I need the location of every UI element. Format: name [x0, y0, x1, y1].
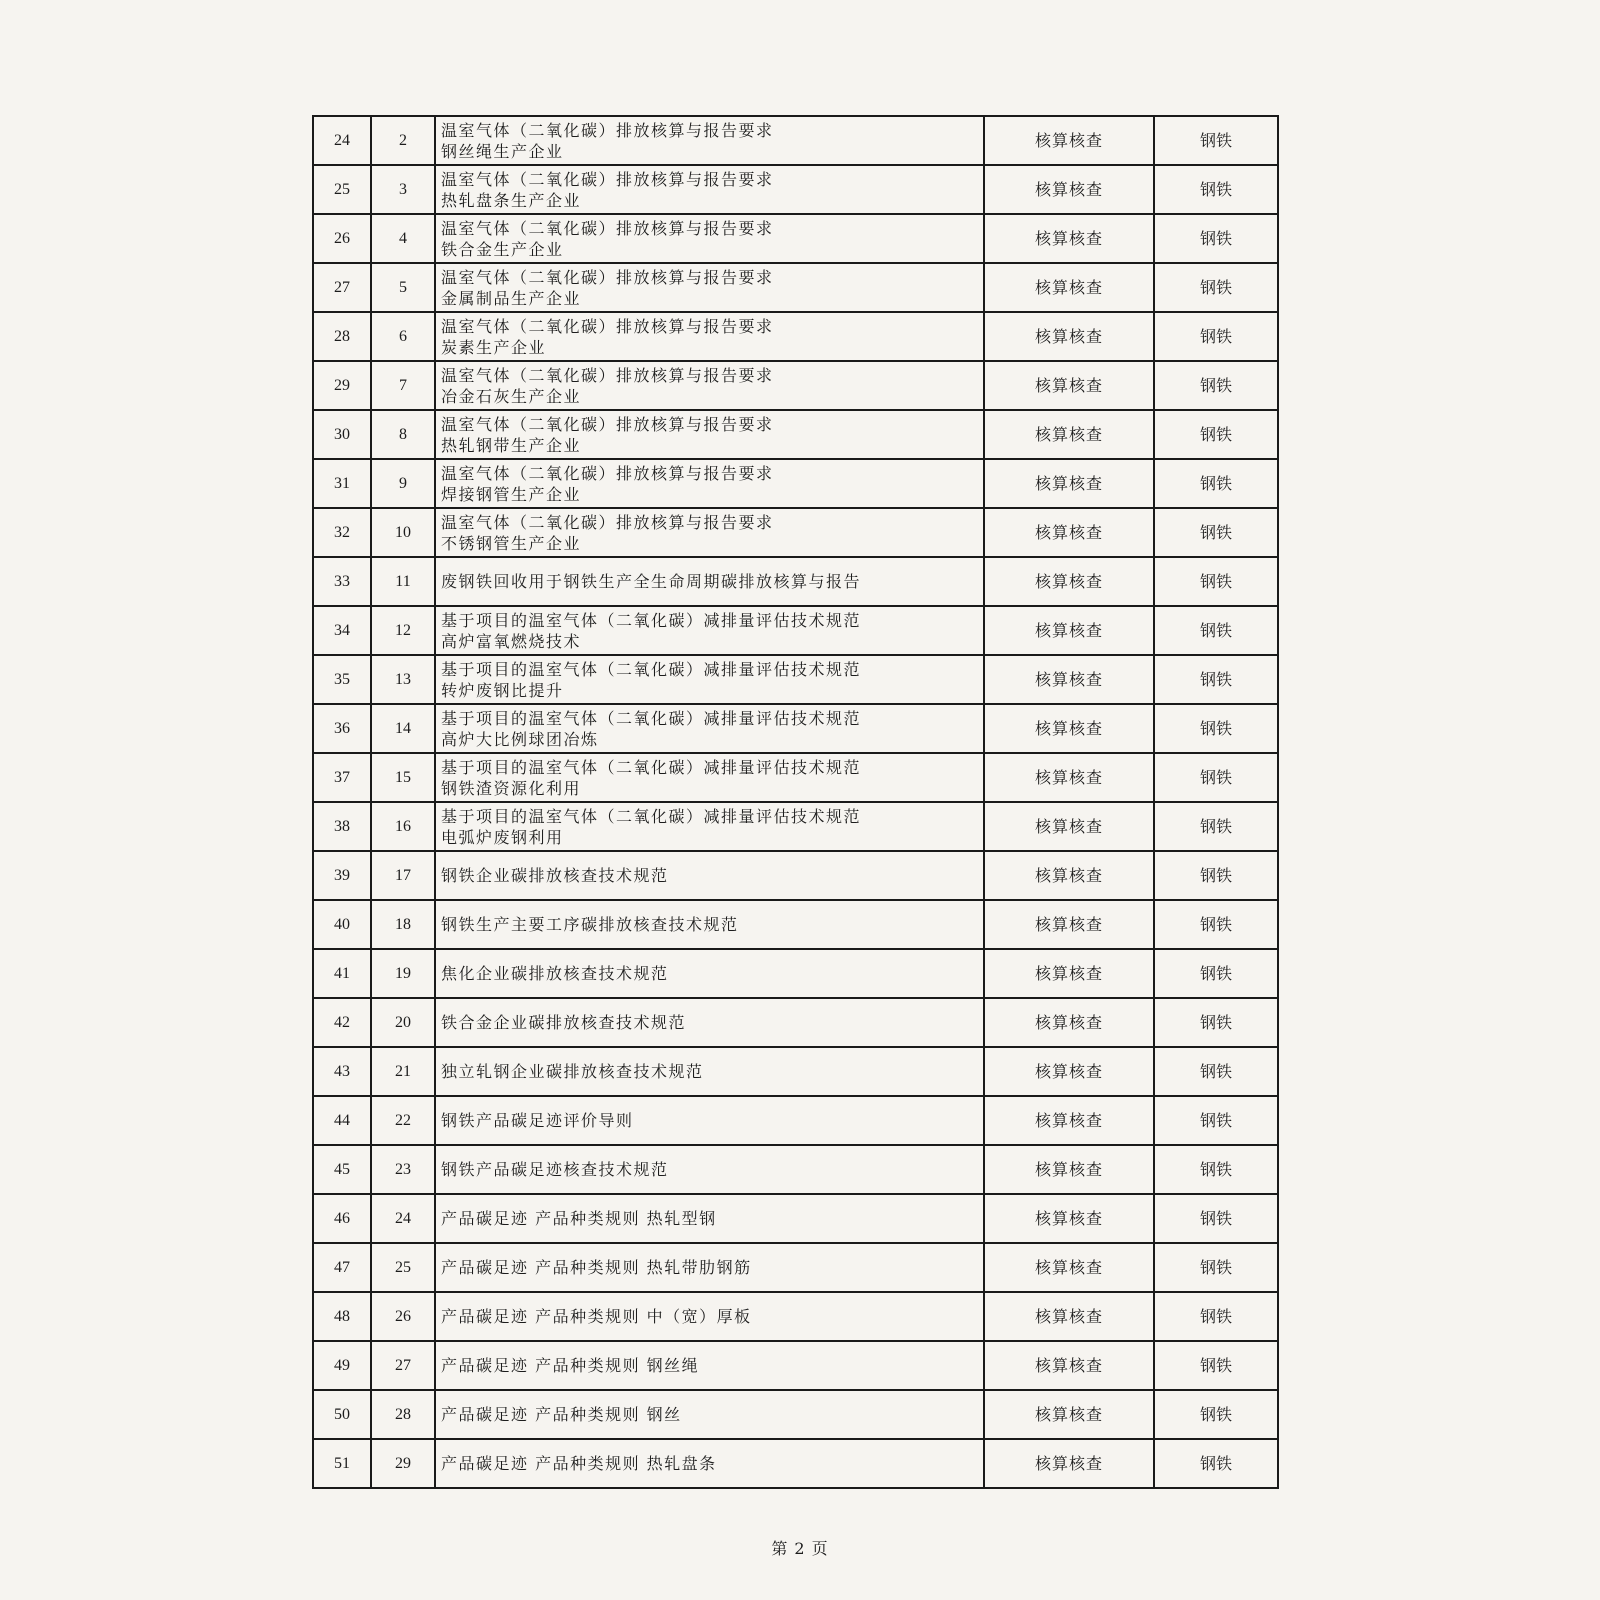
row-seq-number: 36	[313, 704, 371, 753]
row-seq-number: 27	[313, 263, 371, 312]
row-industry: 钢铁	[1154, 900, 1278, 949]
row-sub-number: 14	[371, 704, 435, 753]
standard-name-line: 钢铁企业碳排放核查技术规范	[441, 866, 669, 885]
row-standard-name	[435, 802, 984, 851]
row-standard-name	[435, 361, 984, 410]
row-sub-number: 10	[371, 508, 435, 557]
row-standard-name	[435, 1390, 984, 1439]
table-row	[313, 312, 1278, 361]
row-category: 核算核查	[984, 851, 1154, 900]
table-row	[313, 361, 1278, 410]
row-category: 核算核查	[984, 1243, 1154, 1292]
row-industry: 钢铁	[1154, 851, 1278, 900]
row-seq-number: 39	[313, 851, 371, 900]
standard-name-line: 温室气体（二氧化碳）排放核算与报告要求	[441, 463, 774, 483]
table-row	[313, 949, 1278, 998]
row-seq-number: 40	[313, 900, 371, 949]
row-industry: 钢铁	[1154, 459, 1278, 508]
standard-name-line: 热轧盘条生产企业	[441, 190, 582, 210]
row-sub-number: 25	[371, 1243, 435, 1292]
standard-name-line: 钢铁渣资源化利用	[441, 778, 582, 798]
row-industry: 钢铁	[1154, 1243, 1278, 1292]
standard-name-line: 温室气体（二氧化碳）排放核算与报告要求	[441, 414, 774, 434]
page-number: 第 2 页	[771, 1539, 829, 1558]
table-row	[313, 263, 1278, 312]
standard-name-line: 炭素生产企业	[441, 337, 547, 357]
table-row	[313, 508, 1278, 557]
row-standard-name	[435, 606, 984, 655]
row-seq-number: 28	[313, 312, 371, 361]
row-category: 核算核查	[984, 655, 1154, 704]
row-category: 核算核查	[984, 459, 1154, 508]
row-sub-number: 12	[371, 606, 435, 655]
row-standard-name	[435, 655, 984, 704]
table-row	[313, 1096, 1278, 1145]
row-seq-number: 24	[313, 116, 371, 165]
row-standard-name	[435, 165, 984, 214]
row-category: 核算核查	[984, 1341, 1154, 1390]
row-industry: 钢铁	[1154, 1390, 1278, 1439]
row-industry: 钢铁	[1154, 410, 1278, 459]
row-seq-number: 50	[313, 1390, 371, 1439]
row-industry: 钢铁	[1154, 949, 1278, 998]
table-row	[313, 557, 1278, 606]
standard-name-line: 铁合金企业碳排放核查技术规范	[441, 1013, 687, 1032]
standard-name-line: 钢丝绳生产企业	[441, 141, 564, 161]
row-category: 核算核查	[984, 753, 1154, 802]
row-category: 核算核查	[984, 116, 1154, 165]
table-row	[313, 459, 1278, 508]
row-seq-number: 51	[313, 1439, 371, 1488]
row-seq-number: 41	[313, 949, 371, 998]
row-industry: 钢铁	[1154, 263, 1278, 312]
row-standard-name	[435, 1194, 984, 1243]
row-industry: 钢铁	[1154, 998, 1278, 1047]
table-row	[313, 802, 1278, 851]
row-sub-number: 22	[371, 1096, 435, 1145]
row-sub-number: 24	[371, 1194, 435, 1243]
row-sub-number: 2	[371, 116, 435, 165]
row-industry: 钢铁	[1154, 655, 1278, 704]
row-sub-number: 20	[371, 998, 435, 1047]
standard-name-line: 高炉大比例球团冶炼	[441, 729, 599, 749]
row-industry: 钢铁	[1154, 1341, 1278, 1390]
standard-name-line: 钢铁产品碳足迹评价导则	[441, 1111, 634, 1130]
standard-name-line: 钢铁产品碳足迹核查技术规范	[441, 1160, 669, 1179]
row-seq-number: 30	[313, 410, 371, 459]
standard-name-line: 基于项目的温室气体（二氧化碳）减排量评估技术规范	[441, 757, 862, 777]
row-sub-number: 3	[371, 165, 435, 214]
row-industry: 钢铁	[1154, 753, 1278, 802]
standard-name-line: 冶金石灰生产企业	[441, 386, 582, 406]
standard-name-line: 独立轧钢企业碳排放核查技术规范	[441, 1062, 704, 1081]
table-row	[313, 214, 1278, 263]
standard-name-line: 焦化企业碳排放核查技术规范	[441, 964, 669, 983]
standard-name-line: 产品碳足迹 产品种类规则 钢丝	[441, 1405, 682, 1424]
standard-name-line: 温室气体（二氧化碳）排放核算与报告要求	[441, 218, 774, 238]
row-sub-number: 13	[371, 655, 435, 704]
standard-name-line: 高炉富氧燃烧技术	[441, 631, 582, 651]
row-standard-name	[435, 557, 984, 606]
row-seq-number: 31	[313, 459, 371, 508]
standard-name-line: 温室气体（二氧化碳）排放核算与报告要求	[441, 120, 774, 140]
table-row	[313, 410, 1278, 459]
standard-name-line: 钢铁生产主要工序碳排放核查技术规范	[441, 915, 739, 934]
row-sub-number: 6	[371, 312, 435, 361]
table-row	[313, 851, 1278, 900]
row-standard-name	[435, 214, 984, 263]
row-standard-name	[435, 459, 984, 508]
standard-name-line: 不锈钢管生产企业	[441, 533, 582, 553]
row-industry: 钢铁	[1154, 557, 1278, 606]
row-industry: 钢铁	[1154, 704, 1278, 753]
row-standard-name	[435, 116, 984, 165]
row-sub-number: 7	[371, 361, 435, 410]
standard-name-line: 铁合金生产企业	[441, 239, 564, 259]
row-seq-number: 32	[313, 508, 371, 557]
table-row	[313, 1390, 1278, 1439]
row-standard-name	[435, 1341, 984, 1390]
row-sub-number: 26	[371, 1292, 435, 1341]
row-standard-name	[435, 1145, 984, 1194]
row-seq-number: 33	[313, 557, 371, 606]
row-standard-name	[435, 1047, 984, 1096]
row-category: 核算核查	[984, 998, 1154, 1047]
standard-name-line: 产品碳足迹 产品种类规则 中（宽）厚板	[441, 1307, 752, 1326]
table-row	[313, 606, 1278, 655]
table-row	[313, 998, 1278, 1047]
row-category: 核算核查	[984, 508, 1154, 557]
row-standard-name	[435, 998, 984, 1047]
row-sub-number: 17	[371, 851, 435, 900]
row-seq-number: 26	[313, 214, 371, 263]
standard-name-line: 温室气体（二氧化碳）排放核算与报告要求	[441, 365, 774, 385]
row-standard-name	[435, 508, 984, 557]
row-category: 核算核查	[984, 1194, 1154, 1243]
table-row	[313, 165, 1278, 214]
row-industry: 钢铁	[1154, 1096, 1278, 1145]
standard-name-line: 基于项目的温室气体（二氧化碳）减排量评估技术规范	[441, 806, 862, 826]
row-sub-number: 16	[371, 802, 435, 851]
standards-table	[312, 115, 1279, 1489]
row-category: 核算核查	[984, 410, 1154, 459]
row-standard-name	[435, 263, 984, 312]
table-row	[313, 1243, 1278, 1292]
standard-name-line: 产品碳足迹 产品种类规则 热轧型钢	[441, 1209, 717, 1228]
row-industry: 钢铁	[1154, 508, 1278, 557]
row-industry: 钢铁	[1154, 116, 1278, 165]
standard-name-line: 金属制品生产企业	[441, 288, 582, 308]
row-industry: 钢铁	[1154, 165, 1278, 214]
standard-name-line: 基于项目的温室气体（二氧化碳）减排量评估技术规范	[441, 610, 862, 630]
row-industry: 钢铁	[1154, 1194, 1278, 1243]
row-category: 核算核查	[984, 900, 1154, 949]
row-seq-number: 29	[313, 361, 371, 410]
row-category: 核算核查	[984, 1047, 1154, 1096]
table-row	[313, 655, 1278, 704]
row-category: 核算核查	[984, 361, 1154, 410]
row-category: 核算核查	[984, 802, 1154, 851]
row-seq-number: 38	[313, 802, 371, 851]
row-category: 核算核查	[984, 557, 1154, 606]
standard-name-line: 产品碳足迹 产品种类规则 热轧盘条	[441, 1454, 717, 1473]
row-seq-number: 45	[313, 1145, 371, 1194]
table-row	[313, 116, 1278, 165]
row-category: 核算核查	[984, 1145, 1154, 1194]
row-industry: 钢铁	[1154, 312, 1278, 361]
table-body	[313, 116, 1278, 1488]
standard-name-line: 热轧钢带生产企业	[441, 435, 582, 455]
row-category: 核算核查	[984, 1292, 1154, 1341]
row-seq-number: 42	[313, 998, 371, 1047]
table-row	[313, 1194, 1278, 1243]
table-row	[313, 1145, 1278, 1194]
row-sub-number: 28	[371, 1390, 435, 1439]
row-sub-number: 9	[371, 459, 435, 508]
row-seq-number: 43	[313, 1047, 371, 1096]
row-industry: 钢铁	[1154, 606, 1278, 655]
row-category: 核算核查	[984, 1096, 1154, 1145]
row-seq-number: 37	[313, 753, 371, 802]
row-category: 核算核查	[984, 312, 1154, 361]
row-seq-number: 44	[313, 1096, 371, 1145]
row-seq-number: 48	[313, 1292, 371, 1341]
table-row	[313, 900, 1278, 949]
row-standard-name	[435, 949, 984, 998]
row-category: 核算核查	[984, 165, 1154, 214]
row-category: 核算核查	[984, 1390, 1154, 1439]
row-standard-name	[435, 1439, 984, 1488]
row-standard-name	[435, 410, 984, 459]
standard-name-line: 废钢铁回收用于钢铁生产全生命周期碳排放核算与报告	[441, 572, 862, 591]
row-sub-number: 21	[371, 1047, 435, 1096]
row-standard-name	[435, 900, 984, 949]
row-standard-name	[435, 1096, 984, 1145]
standard-name-line: 产品碳足迹 产品种类规则 热轧带肋钢筋	[441, 1258, 752, 1277]
row-standard-name	[435, 312, 984, 361]
row-category: 核算核查	[984, 214, 1154, 263]
row-sub-number: 5	[371, 263, 435, 312]
row-industry: 钢铁	[1154, 1047, 1278, 1096]
row-standard-name	[435, 1243, 984, 1292]
row-standard-name	[435, 1292, 984, 1341]
table-row	[313, 753, 1278, 802]
row-sub-number: 27	[371, 1341, 435, 1390]
row-seq-number: 25	[313, 165, 371, 214]
row-category: 核算核查	[984, 949, 1154, 998]
table-row	[313, 1292, 1278, 1341]
row-category: 核算核查	[984, 263, 1154, 312]
row-standard-name	[435, 753, 984, 802]
row-seq-number: 35	[313, 655, 371, 704]
row-standard-name	[435, 704, 984, 753]
row-sub-number: 29	[371, 1439, 435, 1488]
standard-name-line: 温室气体（二氧化碳）排放核算与报告要求	[441, 169, 774, 189]
standard-name-line: 转炉废钢比提升	[441, 680, 564, 700]
row-industry: 钢铁	[1154, 214, 1278, 263]
row-sub-number: 23	[371, 1145, 435, 1194]
standard-name-line: 电弧炉废钢利用	[441, 827, 564, 847]
table-row	[313, 1439, 1278, 1488]
row-seq-number: 47	[313, 1243, 371, 1292]
standard-name-line: 温室气体（二氧化碳）排放核算与报告要求	[441, 316, 774, 336]
row-sub-number: 19	[371, 949, 435, 998]
row-seq-number: 46	[313, 1194, 371, 1243]
standard-name-line: 基于项目的温室气体（二氧化碳）减排量评估技术规范	[441, 659, 862, 679]
row-category: 核算核查	[984, 1439, 1154, 1488]
row-standard-name	[435, 851, 984, 900]
row-sub-number: 4	[371, 214, 435, 263]
row-sub-number: 8	[371, 410, 435, 459]
row-sub-number: 15	[371, 753, 435, 802]
table-row	[313, 1047, 1278, 1096]
standard-name-line: 焊接钢管生产企业	[441, 484, 582, 504]
standard-name-line: 产品碳足迹 产品种类规则 钢丝绳	[441, 1356, 700, 1375]
row-sub-number: 18	[371, 900, 435, 949]
standard-name-line: 温室气体（二氧化碳）排放核算与报告要求	[441, 267, 774, 287]
standard-name-line: 温室气体（二氧化碳）排放核算与报告要求	[441, 512, 774, 532]
row-category: 核算核查	[984, 606, 1154, 655]
row-category: 核算核查	[984, 704, 1154, 753]
table-row	[313, 704, 1278, 753]
row-seq-number: 34	[313, 606, 371, 655]
row-industry: 钢铁	[1154, 1439, 1278, 1488]
row-industry: 钢铁	[1154, 1292, 1278, 1341]
table-row	[313, 1341, 1278, 1390]
row-seq-number: 49	[313, 1341, 371, 1390]
standard-name-line: 基于项目的温室气体（二氧化碳）减排量评估技术规范	[441, 708, 862, 728]
row-industry: 钢铁	[1154, 802, 1278, 851]
row-sub-number: 11	[371, 557, 435, 606]
row-industry: 钢铁	[1154, 1145, 1278, 1194]
row-industry: 钢铁	[1154, 361, 1278, 410]
